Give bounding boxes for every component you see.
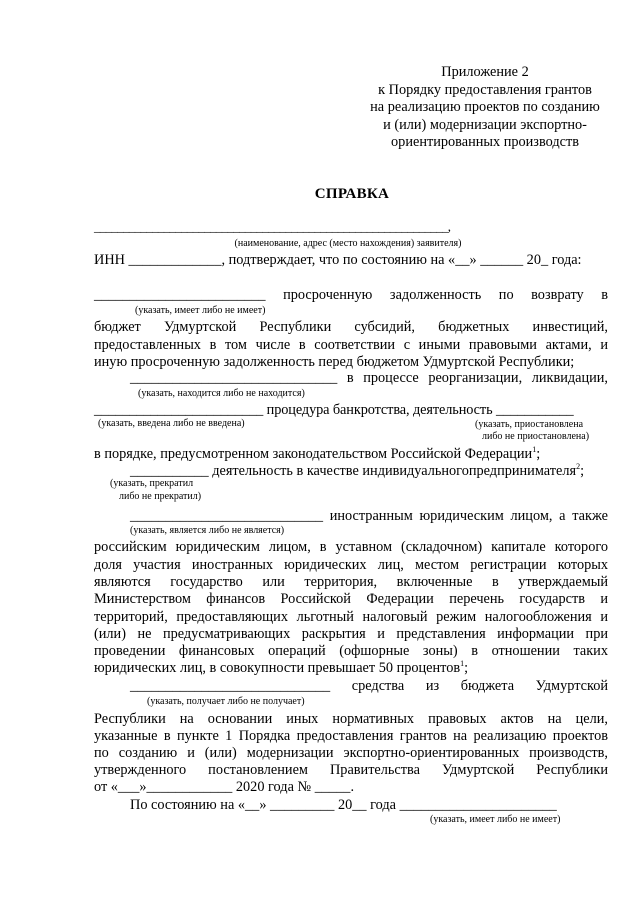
debt-line-3: предоставленных в том числе в соответствии с иными правовыми актами, и (94, 337, 608, 353)
debt-line-1: ________________________ просроченную задолженность по возврату в (94, 287, 608, 303)
bankruptcy-hint: (указать, введена либо не введена) (98, 418, 245, 429)
footnote-1-mark-2: 1 (460, 659, 465, 669)
applicant-hint: (наименование, адрес (место нахождения) заявителя) (234, 238, 462, 249)
foreign-line-6: территорий, предоставляющих льготный налоговый режим налогообложения и (94, 609, 608, 625)
appendix-line-2: к Порядку предоставления грантов (378, 82, 592, 98)
debt-hint: (указать, имеет либо не имеет) (135, 305, 266, 316)
bankruptcy-line: ________________________ процедура банкротства, деятельность ___________ (94, 402, 574, 418)
funds-line-5: утвержденного постановлением Правительства Удмуртской Республики (94, 762, 608, 778)
entrepreneur-line: ___________ деятельность в качестве индивидуальногопредпринимателя$^2$; (130, 462, 585, 479)
applicant-blank-line: _____________________________________________________________, (94, 219, 451, 234)
funds-line-3: указанные в пункте 1 Порядка предоставления грантов на реализацию проектов (94, 728, 608, 744)
document-title: СПРАВКА (314, 186, 390, 202)
foreign-line-4: являются государство или территория, включенные в утверждаемый (94, 574, 608, 590)
reorg-line: _____________________________ в процессе реорганизации, ликвидации, (130, 370, 608, 386)
legislation-line: в порядке, предусмотренном законодательством Российской Федерации$^1$; (94, 445, 541, 462)
foreign-line-5: Министерством финансов Российской Федерации перечень государств и (94, 591, 608, 607)
appendix-line-1: Приложение 2 (441, 64, 529, 80)
funds-line-6: от «___»____________ 2020 года № _____. (94, 779, 355, 795)
funds-hint: (указать, получает либо не получает) (147, 696, 305, 707)
footnote-1-mark: 1 (532, 445, 537, 455)
debt-line-4: иную просроченную задолженность перед бюджетом Удмуртской Республики; (94, 354, 575, 370)
foreign-line-3: доля участия иностранных юридических лиц, местом регистрации которых (94, 557, 608, 573)
entrepreneur-hint-2: либо не прекратил) (119, 491, 202, 502)
funds-line-2: Республики на основании иных нормативных правовых актов на цели, (94, 711, 608, 727)
final-status-line: По состоянию на «__» _________ 20__ года ______________________ (130, 797, 557, 813)
appendix-line-4: и (или) модернизации экспортно- (383, 117, 587, 133)
foreign-line-8: проведении финансовых операций (офшорные зоны) в отношении таких (94, 643, 608, 659)
suspension-hint-1: (указать, приостановлена (475, 419, 584, 430)
debt-line-2: бюджет Удмуртской Республики субсидий, бюджетных инвестиций, (94, 319, 608, 335)
final-status-hint: (указать, имеет либо не имеет) (430, 814, 561, 825)
foreign-line-2: российским юридическим лицом, в уставном (складочном) капитале которого (94, 539, 608, 555)
footnote-2-mark: 2 (576, 462, 581, 472)
inn-line: ИНН _____________, подтверждает, что по состоянию на «__» ______ 20_ года: (94, 252, 582, 268)
funds-line-4: по созданию и (или) модернизации экспортно-ориентированных производств, (94, 745, 608, 761)
suspension-hint-2: либо не приостановлена) (482, 431, 590, 442)
foreign-line-7: (или) не предусматривающих раскрытия и представления информации при (94, 626, 608, 642)
foreign-hint: (указать, является либо не является) (130, 525, 285, 536)
reorg-hint: (указать, находится либо не находится) (138, 388, 305, 399)
appendix-line-3: на реализацию проектов по созданию (370, 99, 600, 115)
appendix-line-5: ориентированных производств (391, 134, 579, 150)
foreign-line-9: юридических лиц, в совокупности превышает 50 процентов$^1$; (94, 659, 469, 676)
foreign-line-1: ___________________________ иностранным юридическим лицом, а также (130, 508, 608, 524)
entrepreneur-hint-1: (указать, прекратил (110, 478, 194, 489)
funds-line-1: ____________________________ средства из бюджета Удмуртской (130, 678, 608, 694)
